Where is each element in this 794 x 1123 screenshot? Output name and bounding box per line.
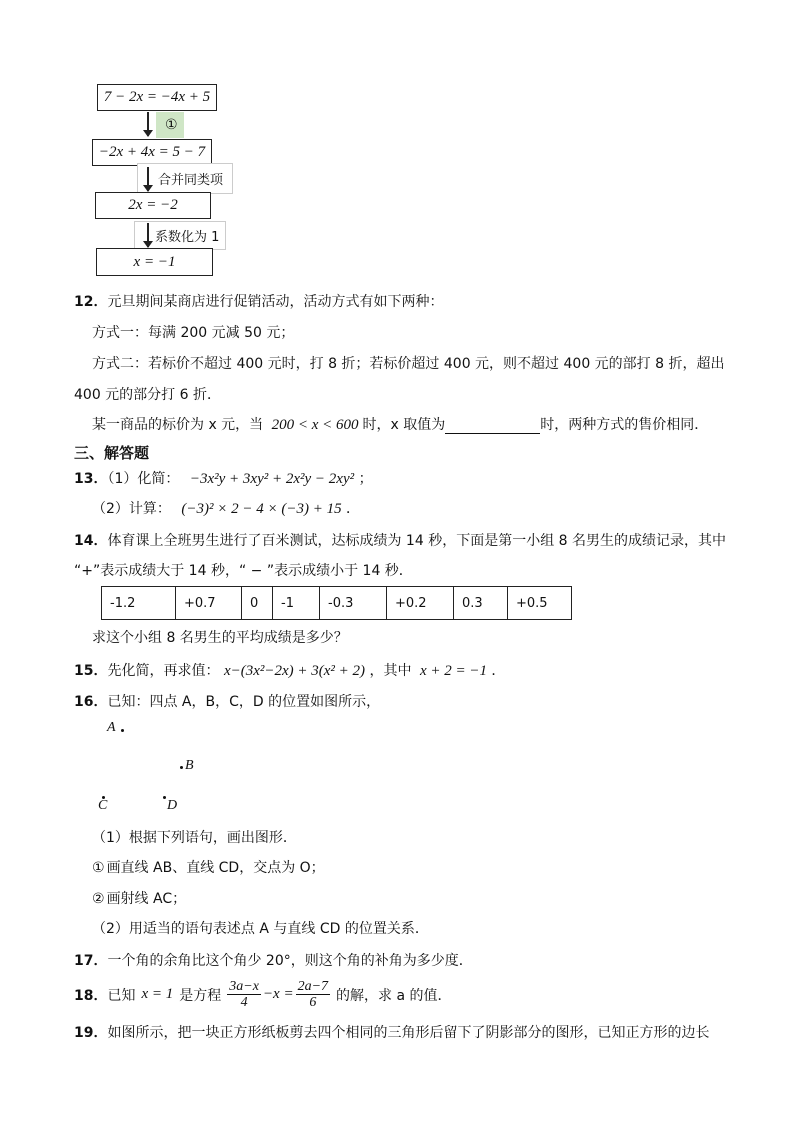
- q18-line: 18． 已知 x = 1 是方程 $\frac{3a-x}{4}$ −x = $\frac{2a-7}{6}$ 的解，求 a 的值．: [74, 979, 452, 1010]
- flow-arrow-2: [147, 167, 149, 191]
- table-cell: +0.5: [508, 587, 572, 620]
- flow-arrow-3: [147, 223, 149, 247]
- score-table: [101, 586, 572, 620]
- point-b-dot: [180, 766, 183, 769]
- q13-part-2: （2）计算： (−3)² × 2 − 4 × (−3) + 15 ．: [92, 501, 361, 517]
- step-label-2: 合并同类项: [137, 163, 233, 194]
- q14-ask: 求这个小组 8 名男生的平均成绩是多少？: [92, 630, 348, 646]
- q14-line-1: 14．体育课上全班男生进行了百米测试，达标成绩为 14 秒，下面是第一小组 8 名男生的成绩记录，其中: [74, 533, 727, 549]
- q16-line: 16．已知：四点 A，B，C，D 的位置如图所示，: [74, 694, 381, 710]
- table-cell: +0.7: [176, 587, 242, 620]
- section-heading: 三、解答题: [74, 444, 150, 462]
- step-circle-1: ①: [165, 117, 178, 133]
- q16-part-2: （2）用适当的语句表述点 A 与直线 CD 的位置关系．: [92, 921, 429, 937]
- point-b-label: B: [185, 758, 194, 773]
- table-cell: -0.3: [320, 587, 387, 620]
- flow-arrow-1: [147, 112, 149, 136]
- point-a-label: A: [107, 720, 116, 735]
- q12-ask: 某一商品的标价为 x 元，当 200 < x < 600 时，x 取值为 时，两种方式的售价相同．: [92, 417, 709, 433]
- table-cell: 0.3: [454, 587, 508, 620]
- point-d-label: D: [167, 798, 178, 813]
- q15-line: 15．先化简，再求值： x−(3x²−2x) + 3(x² + 2) ，其中 x + 2 = −1 ．: [74, 663, 506, 679]
- fraction-right: $\frac{2a-7}{6}$: [297, 979, 329, 1010]
- q17-line: 17．一个角的余角比这个角少 20°，则这个角的补角为多少度．: [74, 953, 473, 969]
- flow-box-3: 2x = −2: [95, 192, 211, 219]
- q14-line-2: “+”表示成绩大于 14 秒，“ − ”表示成绩小于 14 秒．: [74, 563, 413, 579]
- table-cell: +0.2: [387, 587, 454, 620]
- answer-blank[interactable]: [445, 419, 540, 434]
- flow-box-1: 7 − 2x = −4x + 5: [97, 84, 217, 111]
- q12-way-2a: 方式二：若标价不超过 400 元时，打 8 折；若标价超过 400 元，则不超过 400 元的部打 8 折，超出: [92, 356, 725, 372]
- q19-line: 19．如图所示，把一块正方形纸板剪去四个相同的三角形后留下了阴影部分的图形，已知正方形的边长: [74, 1025, 710, 1041]
- q16-step-1: ① 画直线 AB、直线 CD，交点为 O；: [92, 860, 325, 876]
- point-d-dot: [163, 796, 166, 799]
- q16-part-1: （1）根据下列语句，画出图形．: [92, 830, 297, 846]
- q16-step-2: ② 画射线 AC；: [92, 891, 187, 907]
- fraction-left: $\frac{3a-x}{4}$: [229, 979, 259, 1010]
- point-c-label: C: [98, 798, 108, 813]
- q12-way-1: 方式一：每满 200 元减 50 元；: [92, 325, 295, 341]
- q12-line-1: 12．元旦期间某商店进行促销活动，活动方式有如下两种：: [74, 294, 444, 310]
- q13-part-1: 13．（1）化简： −3x²y + 3xy² + 2x²y − 2xy² ；: [74, 471, 373, 487]
- table-cell: -1: [273, 587, 320, 620]
- q12-way-2b: 400 元的部分打 6 折．: [74, 387, 221, 403]
- table-cell: -1.2: [102, 587, 176, 620]
- table-row: [102, 587, 572, 620]
- flow-box-2: −2x + 4x = 5 − 7: [92, 139, 212, 166]
- step-label-3: 系数化为 1: [134, 221, 226, 250]
- flow-box-4: x = −1: [96, 248, 213, 276]
- table-cell: 0: [242, 587, 273, 620]
- point-a-dot: [121, 729, 124, 732]
